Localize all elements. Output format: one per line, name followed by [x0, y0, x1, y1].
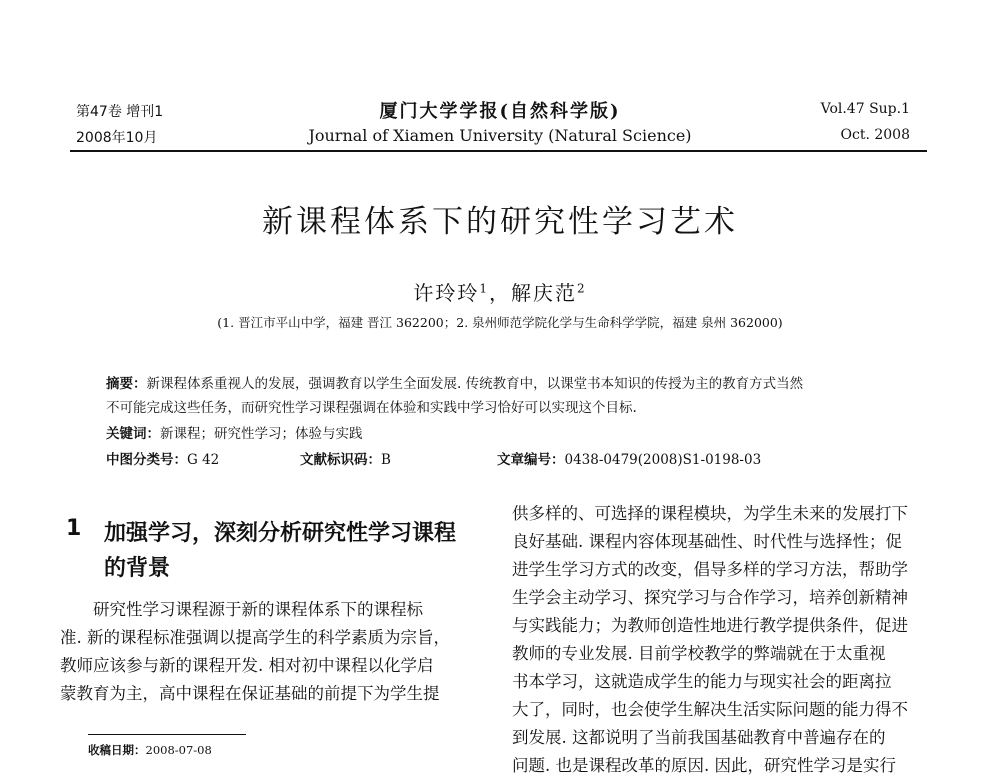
- right-col-line: 教师的专业发展. 目前学校教学的弊端就在于太重视: [512, 644, 886, 663]
- right-col-line: 问题. 也是课程改革的原因. 因此，研究性学习是实行: [512, 756, 896, 775]
- clc-value: G 42: [187, 452, 220, 468]
- author-1: 许玲玲: [413, 281, 480, 305]
- clc-row: [106, 448, 219, 468]
- affiliations: (1. 晋江市平山中学，福建 晋江 362200；2. 泉州师范学院化学与生命科学学院，福建 泉州 362000): [217, 315, 783, 330]
- received-date-value: 2008-07-08: [145, 743, 212, 757]
- right-col-line: 书本学习，这就造成学生的能力与现实社会的距离拉: [512, 672, 892, 691]
- abstract-label: 摘要：: [106, 376, 147, 392]
- received-date: [88, 742, 212, 758]
- right-col-line: 到发展. 这都说明了当前我国基础教育中普遍存在的: [512, 728, 886, 747]
- publication-date: 2008年10月: [76, 130, 158, 146]
- authors: [0, 277, 1000, 306]
- right-col-line: 进学生学习方式的改变，倡导多样的学习方法，帮助学: [512, 560, 908, 579]
- keywords-text: 新课程；研究性学习；体验与实践: [160, 426, 363, 442]
- author-separator: ，: [489, 281, 511, 305]
- doc-code-row: [300, 448, 391, 468]
- author-2: 解庆范: [511, 281, 577, 305]
- section-number: 1: [66, 516, 82, 541]
- abstract-line-2: 不可能完成这些任务，而研究性学习课程强调在体验和实践中学习恰好可以实现这个目标.: [106, 400, 637, 416]
- left-col-line: 教师应该参与新的课程开发. 相对初中课程以化学启: [60, 656, 434, 675]
- article-no-value: 0438-0479(2008)S1-0198-03: [564, 452, 762, 468]
- received-date-label: 收稿日期：: [88, 743, 146, 757]
- doc-code-label: 文献标识码：: [300, 452, 381, 468]
- section-title-line-1: 加强学习，深刻分析研究性学习课程: [104, 521, 457, 546]
- article-no-label: 文章编号：: [497, 452, 565, 468]
- volume-issue: 第47卷 增刊1: [76, 104, 164, 120]
- header-rule: [70, 150, 927, 152]
- section-title-line-2: 的背景: [104, 556, 171, 581]
- keywords-row: [106, 422, 363, 442]
- doc-code-value: B: [381, 452, 391, 468]
- right-col-line: 生学会主动学习、探究学习与合作学习，培养创新精神: [512, 588, 908, 607]
- right-col-line: 供多样的、可选择的课程模块，为学生未来的发展打下: [512, 504, 908, 523]
- author-2-affil-mark: 2: [577, 281, 587, 296]
- footnote-rule: [88, 734, 246, 735]
- journal-title-en: Journal of Xiamen University (Natural Science): [308, 126, 692, 145]
- right-col-line: 大了，同时，也会使学生解决生活实际问题的能力得不: [512, 700, 908, 719]
- keywords-label: 关键词：: [106, 426, 160, 442]
- abstract-line-1: [106, 372, 803, 392]
- volume-issue-en: Vol.47 Sup.1: [820, 101, 910, 117]
- clc-label: 中图分类号：: [106, 452, 187, 468]
- right-col-line: 良好基础. 课程内容体现基础性、时代性与选择性；促: [512, 532, 902, 551]
- publication-date-en: Oct. 2008: [840, 127, 910, 143]
- author-1-affil-mark: 1: [479, 281, 489, 296]
- journal-title-cn: 厦门大学学报(自然科学版): [379, 101, 621, 122]
- article-no-row: [497, 448, 761, 468]
- left-col-line: 研究性学习课程源于新的课程体系下的课程标: [60, 600, 423, 619]
- left-col-line: 蒙教育为主，高中课程在保证基础的前提下为学生提: [60, 684, 440, 703]
- left-col-line: 准. 新的课程标准强调以提高学生的科学素质为宗旨，: [60, 628, 450, 647]
- paper-title: 新课程体系下的研究性学习艺术: [262, 204, 738, 240]
- abstract-text-1: 新课程体系重视人的发展，强调教育以学生全面发展. 传统教育中，以课堂书本知识的传授为主的教育方式当然: [146, 376, 804, 392]
- right-col-line: 与实践能力；为教师创造性地进行教学提供条件，促进: [512, 616, 908, 635]
